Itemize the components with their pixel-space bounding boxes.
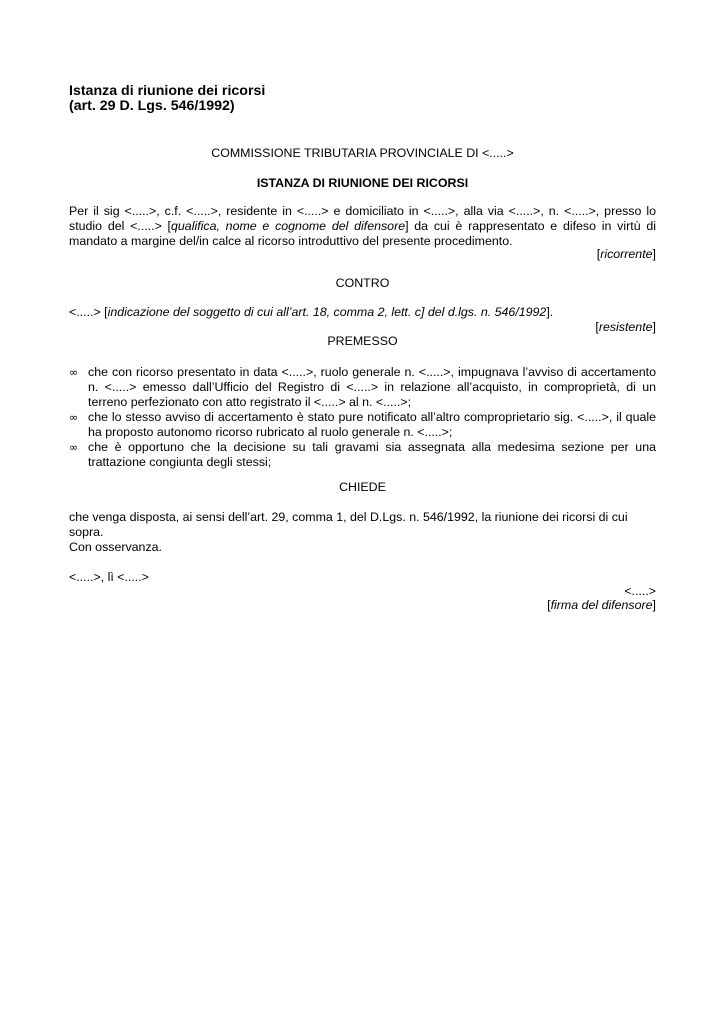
premises-list <box>69 365 656 470</box>
title-line-1: Istanza di riunione dei ricorsi <box>69 83 266 99</box>
premise-text: che lo stesso avviso di accertamento è stato pure notificato all’altro comproprietario sig. <.....>, il quale ha proposto autonomo ricorso rubricato al ruolo generale n. <.....>; <box>88 410 656 439</box>
place-date: <.....>, lì <.....> <box>69 570 149 584</box>
contro-heading: CONTRO <box>335 276 390 290</box>
infinity-bullet-icon: ∞ <box>69 441 79 454</box>
party-paragraph <box>69 204 656 249</box>
closing-text: Con osservanza. <box>69 540 162 554</box>
respondent-role <box>69 320 656 335</box>
list-item <box>69 365 656 410</box>
document-heading: ISTANZA DI RIUNIONE DEI RICORSI <box>256 176 469 190</box>
party-role-label: ricorrente <box>600 247 653 261</box>
respondent-role-close: ] <box>652 320 656 334</box>
list-item <box>69 410 656 440</box>
party-role-close: ] <box>652 247 656 261</box>
respondent-paragraph <box>69 305 656 320</box>
title-line-2: (art. 29 D. Lgs. 546/1992) <box>69 98 235 114</box>
party-text-b: ] da cui è rappresentato e difeso in virtù di mandato a margine del/in calce al ricorso introduttivo del presente procedimento. <box>69 219 656 248</box>
infinity-bullet-icon: ∞ <box>69 411 79 424</box>
signature-name: <.....> <box>624 584 656 598</box>
signature-label <box>69 598 656 613</box>
premise-text: che è opportuno che la decisione su tali gravami sia assegnata alla medesima sezione per una trattazione congiunta degli stessi; <box>88 440 656 469</box>
premesso-heading: PREMESSO <box>327 334 398 348</box>
party-text-a: Per il sig <.....>, c.f. <.....>, residente in <.....> e domiciliato in <.....>, alla via <.....>, n. <.....>, presso lo studio del <.....> [ <box>69 204 656 233</box>
party-text-italic: qualifica, nome e cognome del difensore <box>171 219 406 233</box>
respondent-role-label: resistente <box>598 320 653 334</box>
respondent-text-italic: indicazione del soggetto di cui all’art. 18, comma 2, lett. c] del d.lgs. n. 546/1992 <box>107 305 547 319</box>
premise-text: che con ricorso presentato in data <.....>, ruolo generale n. <.....>, impugnava l’avviso di accertamento n. <.....> emesso dall’Ufficio del Registro di <.....> in relazione all’acquisto, in comproprietà, di un terreno perfezionato con atto registrato il <.....> al n. <.....>; <box>88 365 656 409</box>
signature-close: ] <box>652 598 656 612</box>
party-role-open: [ <box>596 247 601 261</box>
chiede-heading: CHIEDE <box>339 480 386 494</box>
court-name: COMMISSIONE TRIBUTARIA PROVINCIALE DI <.....> <box>211 146 514 160</box>
infinity-bullet-icon: ∞ <box>69 366 79 379</box>
signature-label-text: firma del difensore <box>550 598 653 612</box>
request-paragraph: che venga disposta, ai sensi dell’art. 29, comma 1, del D.Lgs. n. 546/1992, la riunione dei ricorsi di cui sopra. <box>69 510 628 539</box>
signature-open: [ <box>547 598 551 612</box>
respondent-text-b: ]. <box>546 305 554 319</box>
party-role <box>69 247 656 262</box>
respondent-role-open: [ <box>595 320 599 334</box>
document-title <box>69 84 265 114</box>
list-item <box>69 440 656 470</box>
respondent-text-a: <.....> [ <box>69 305 108 319</box>
